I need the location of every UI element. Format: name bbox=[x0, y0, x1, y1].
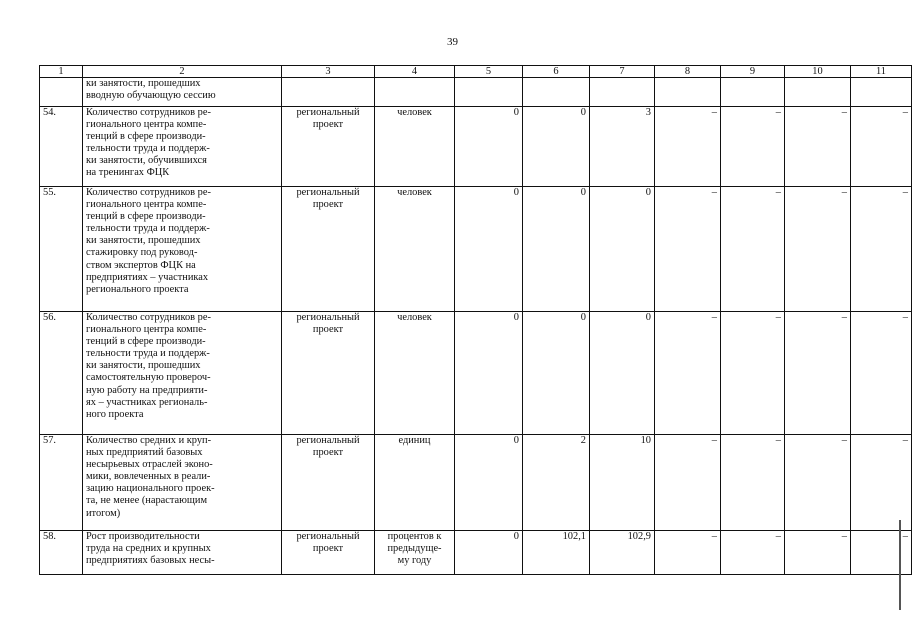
page-number: 39 bbox=[447, 36, 458, 48]
value-cell: 0 bbox=[523, 107, 590, 187]
value-cell: – bbox=[785, 187, 851, 312]
value-cell: – bbox=[655, 107, 721, 187]
table-cell bbox=[851, 78, 912, 107]
value-cell: 0 bbox=[523, 312, 590, 435]
unit-cell: человек bbox=[375, 187, 455, 312]
table-cell bbox=[282, 78, 375, 107]
table-cell bbox=[455, 78, 523, 107]
value-cell: 0 bbox=[590, 187, 655, 312]
table-row bbox=[40, 312, 912, 435]
indicator-type-cell: региональный проект bbox=[282, 312, 375, 435]
value-cell: 102,1 bbox=[523, 531, 590, 575]
table-cell bbox=[40, 78, 83, 107]
value-cell: 0 bbox=[455, 107, 523, 187]
column-header: 2 bbox=[83, 66, 282, 78]
unit-cell: процентов к предыдуще- му году bbox=[375, 531, 455, 575]
value-cell: – bbox=[851, 107, 912, 187]
indicator-name-cell: Количество сотрудников ре- гионального центра компе- тенций в сфере производи- тельности труда и поддерж- ки занятости, прошедших самостоятельную провероч- ную работу на предприяти- ях – участниках региональ- ного проекта bbox=[83, 312, 282, 435]
value-cell: – bbox=[721, 531, 785, 575]
value-cell: – bbox=[785, 435, 851, 531]
value-cell: – bbox=[655, 531, 721, 575]
table-cell bbox=[375, 78, 455, 107]
row-number-cell: 57. bbox=[40, 435, 83, 531]
indicators-table bbox=[39, 65, 912, 575]
value-cell: 0 bbox=[455, 435, 523, 531]
indicator-type-cell: региональный проект bbox=[282, 531, 375, 575]
column-header: 4 bbox=[375, 66, 455, 78]
column-header: 3 bbox=[282, 66, 375, 78]
scan-edge-mark bbox=[899, 520, 901, 610]
column-header: 11 bbox=[851, 66, 912, 78]
value-cell: 10 bbox=[590, 435, 655, 531]
column-header: 6 bbox=[523, 66, 590, 78]
table-cell bbox=[523, 78, 590, 107]
value-cell: – bbox=[851, 435, 912, 531]
value-cell: 0 bbox=[455, 187, 523, 312]
column-number-header-row bbox=[40, 66, 912, 78]
indicator-name-cell: Количество средних и круп- ных предприятий базовых несырьевых отраслей эконо- мики, вовлеченных в реали- зацию национального проек- та, не менее (нарастающим итогом) bbox=[83, 435, 282, 531]
unit-cell: человек bbox=[375, 107, 455, 187]
column-header: 10 bbox=[785, 66, 851, 78]
indicator-type-cell: региональный проект bbox=[282, 187, 375, 312]
row-number-cell: 55. bbox=[40, 187, 83, 312]
indicator-type-cell: региональный проект bbox=[282, 107, 375, 187]
table-cell bbox=[785, 78, 851, 107]
value-cell: – bbox=[721, 435, 785, 531]
indicator-name-cell: Рост производительности труда на средних и крупных предприятиях базовых несы- bbox=[83, 531, 282, 575]
table-row bbox=[40, 187, 912, 312]
value-cell: – bbox=[851, 187, 912, 312]
value-cell: – bbox=[655, 435, 721, 531]
continuation-row bbox=[40, 78, 912, 107]
table-row bbox=[40, 107, 912, 187]
indicator-name-cell: Количество сотрудников ре- гионального центра компе- тенций в сфере производи- тельности труда и поддерж- ки занятости, прошедших стажировку под руковод- ством экспертов ФЦК на предприятиях – участниках регионального проекта bbox=[83, 187, 282, 312]
value-cell: – bbox=[655, 187, 721, 312]
column-header: 7 bbox=[590, 66, 655, 78]
column-header: 9 bbox=[721, 66, 785, 78]
value-cell: – bbox=[785, 312, 851, 435]
table-row bbox=[40, 435, 912, 531]
table-cell bbox=[721, 78, 785, 107]
table-cell bbox=[590, 78, 655, 107]
column-header: 8 bbox=[655, 66, 721, 78]
column-header: 5 bbox=[455, 66, 523, 78]
row-number-cell: 56. bbox=[40, 312, 83, 435]
column-header: 1 bbox=[40, 66, 83, 78]
row-number-cell: 54. bbox=[40, 107, 83, 187]
indicator-name-cell: ки занятости, прошедших вводную обучающую сессию bbox=[83, 78, 282, 107]
unit-cell: единиц bbox=[375, 435, 455, 531]
table-cell bbox=[655, 78, 721, 107]
value-cell: – bbox=[721, 187, 785, 312]
value-cell: – bbox=[785, 531, 851, 575]
value-cell: 0 bbox=[590, 312, 655, 435]
indicator-type-cell: региональный проект bbox=[282, 435, 375, 531]
value-cell: 2 bbox=[523, 435, 590, 531]
value-cell: 3 bbox=[590, 107, 655, 187]
value-cell: – bbox=[655, 312, 721, 435]
value-cell: – bbox=[851, 531, 912, 575]
value-cell: 0 bbox=[455, 531, 523, 575]
table-row bbox=[40, 531, 912, 575]
indicator-name-cell: Количество сотрудников ре- гионального центра компе- тенций в сфере производи- тельности труда и поддерж- ки занятости, обучившихся на тренингах ФЦК bbox=[83, 107, 282, 187]
value-cell: – bbox=[785, 107, 851, 187]
value-cell: 0 bbox=[523, 187, 590, 312]
value-cell: 102,9 bbox=[590, 531, 655, 575]
value-cell: – bbox=[721, 107, 785, 187]
row-number-cell: 58. bbox=[40, 531, 83, 575]
value-cell: – bbox=[851, 312, 912, 435]
value-cell: – bbox=[721, 312, 785, 435]
unit-cell: человек bbox=[375, 312, 455, 435]
value-cell: 0 bbox=[455, 312, 523, 435]
